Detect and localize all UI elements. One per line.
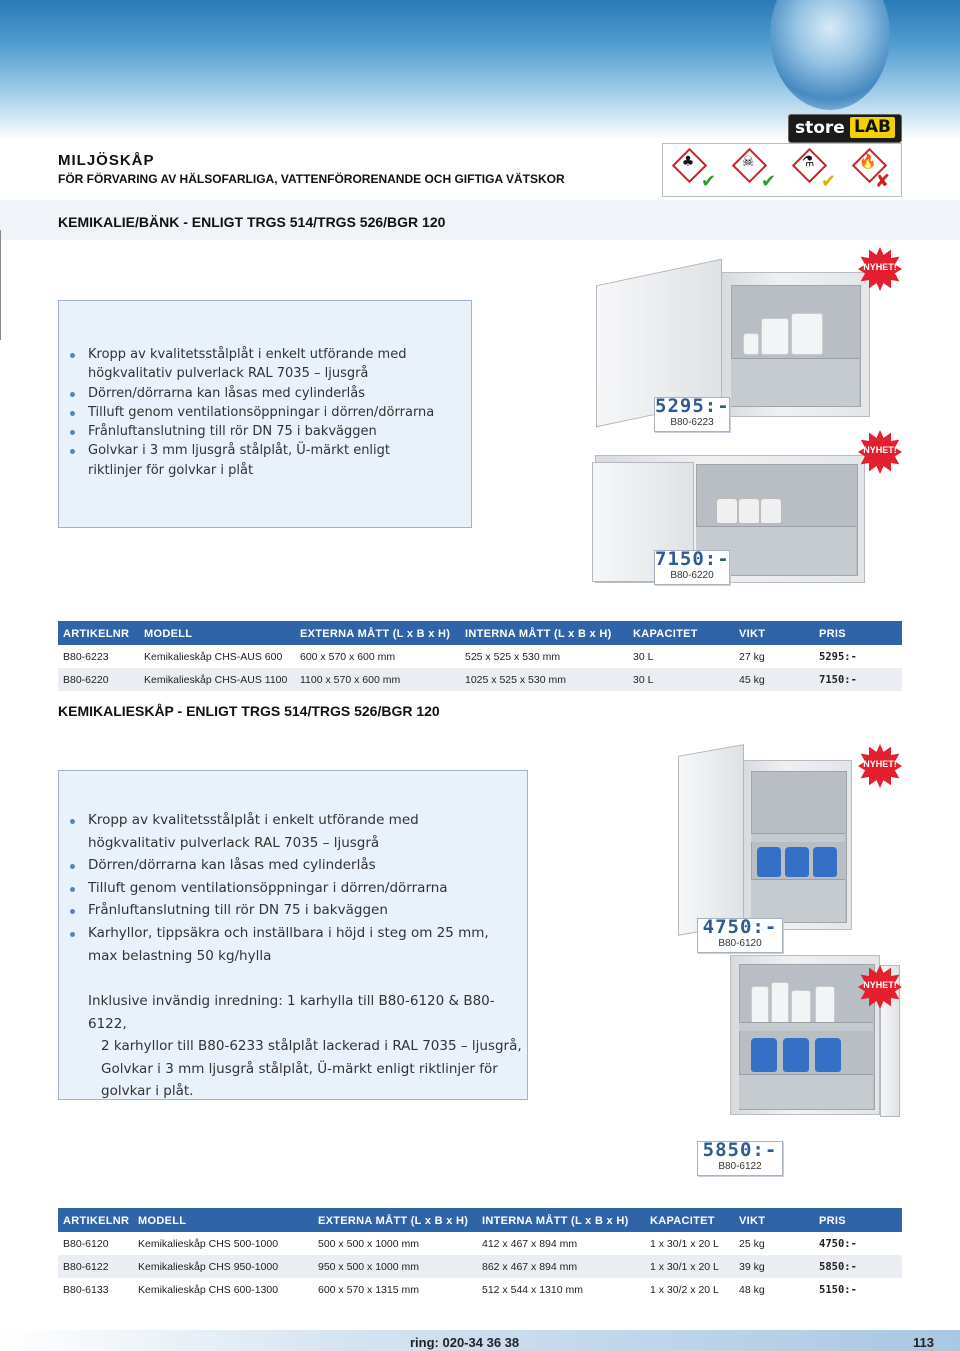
inclusive-note: Inklusive invändig inredning: 1 karhylla till B80-6120 & B80-6122, 2 karhyllor till B80-6233 stålplåt lackerad i RAL 7035 – ljusgrå, Golvkar i 3 mm ljusgrå stålplåt, Ü-märkt enligt riktlinjer för golvkar i plåt. bbox=[88, 993, 522, 1100]
price-tag: 5850:- B80-6122 bbox=[697, 1141, 783, 1176]
list-item: riktlinjer för golvkar i plåt bbox=[88, 462, 254, 478]
environment-hazard-icon: ♣ bbox=[673, 149, 703, 179]
table-header: ARTIKELNR MODELL EXTERNA MÅTT (L x B x H) INTERNA MÅTT (L x B x H) KAPACITET VIKT PRIS bbox=[58, 621, 902, 645]
new-badge: NYHET! bbox=[858, 430, 902, 474]
price-tag: 5295:- B80-6223 bbox=[654, 397, 730, 432]
storelab-logo: store LAB bbox=[788, 114, 902, 143]
table-row: B80-6220 Kemikalieskåp CHS-AUS 1100 1100 x 570 x 600 mm 1025 x 525 x 530 mm 30 L 45 kg 7150:- bbox=[58, 668, 902, 691]
section-title: KEMIKALIESKÅP - ENLIGT TRGS 514/TRGS 526/BGR 120 bbox=[58, 703, 440, 719]
list-item: Tilluft genom ventilationsöppningar i dörren/dörrarna bbox=[58, 403, 478, 422]
divider bbox=[0, 230, 1, 340]
table-header: ARTIKELNR MODELL EXTERNA MÅTT (L x B x H) INTERNA MÅTT (L x B x H) KAPACITET VIKT PRIS bbox=[58, 1208, 902, 1232]
list-item: Kropp av kvalitetsstålplåt i enkelt utförande med bbox=[58, 809, 528, 832]
hazard-symbols-panel bbox=[662, 143, 902, 197]
list-item: Frånluftanslutning till rör DN 75 i bakväggen bbox=[58, 422, 478, 441]
cabinet-door bbox=[678, 744, 744, 936]
new-badge: NYHET! bbox=[858, 744, 902, 788]
page-title: MILJÖSKÅP bbox=[58, 152, 155, 169]
new-badge: NYHET! bbox=[858, 247, 902, 291]
cabinet-image bbox=[720, 272, 870, 417]
list-item: högkvalitativ pulverlack RAL 7035 – ljusgrå bbox=[88, 834, 380, 851]
list-item: Dörren/dörrarna kan låsas med cylinderlås bbox=[58, 384, 478, 403]
price-tag: 4750:- B80-6120 bbox=[697, 918, 783, 953]
toxic-skull-icon: ☠ bbox=[733, 149, 763, 179]
corrosive-icon: ⚗ bbox=[793, 149, 823, 179]
flammable-icon: 🔥 bbox=[853, 149, 883, 179]
feature-list bbox=[58, 809, 528, 967]
check-icon: ✔ bbox=[761, 171, 777, 192]
table-row: B80-6122 Kemikalieskåp CHS 950-1000 950 x 500 x 1000 mm 862 x 467 x 894 mm 1 x 30/1 x 20 L 39 kg 5850:- bbox=[58, 1255, 902, 1278]
list-item: Tilluft genom ventilationsöppningar i dörren/dörrarna bbox=[58, 877, 528, 900]
footer-phone: ring: 020-34 36 38 bbox=[410, 1335, 520, 1350]
table-row: B80-6120 Kemikalieskåp CHS 500-1000 500 x 500 x 1000 mm 412 x 467 x 894 mm 1 x 30/1 x 20 L 25 kg 4750:- bbox=[63, 1238, 857, 1250]
check-icon: ✔ bbox=[821, 171, 837, 192]
check-icon: ✔ bbox=[701, 171, 717, 192]
list-item: Frånluftanslutning till rör DN 75 i bakväggen bbox=[58, 899, 528, 922]
page-subtitle: FÖR FÖRVARING AV HÄLSOFARLIGA, VATTENFÖRORENANDE OCH GIFTIGA VÄTSKOR bbox=[58, 172, 565, 186]
table-row: B80-6133 Kemikalieskåp CHS 600-1300 600 x 570 x 1315 mm 512 x 544 x 1310 mm 1 x 30/2 x 20 L 48 kg 5150:- bbox=[63, 1284, 857, 1296]
list-item: max belastning 50 kg/hylla bbox=[88, 947, 272, 964]
list-item: Dörren/dörrarna kan låsas med cylinderlås bbox=[58, 854, 528, 877]
list-item: Golvkar i 3 mm ljusgrå stålplåt, Ü-märkt enligt bbox=[58, 441, 478, 460]
cabinet-image bbox=[742, 760, 852, 930]
list-item: högkvalitativ pulverlack RAL 7035 – ljusgrå bbox=[88, 366, 369, 382]
list-item: Kropp av kvalitetsstålplåt i enkelt utförande med bbox=[58, 345, 478, 364]
list-item: Karhyllor, tippsäkra och inställbara i höjd i steg om 25 mm, bbox=[58, 922, 528, 945]
new-badge: NYHET! bbox=[858, 965, 902, 1009]
price-tag: 7150:- B80-6220 bbox=[654, 550, 730, 585]
feature-list bbox=[58, 345, 478, 480]
section-title: KEMIKALIE/BÄNK - ENLIGT TRGS 514/TRGS 526/BGR 120 bbox=[58, 214, 446, 230]
cross-icon: ✘ bbox=[875, 171, 891, 192]
page-number: 113 bbox=[913, 1335, 934, 1350]
table-row: B80-6223 Kemikalieskåp CHS-AUS 600 600 x 570 x 600 mm 525 x 525 x 530 mm 30 L 27 kg 5295:- bbox=[63, 651, 857, 663]
